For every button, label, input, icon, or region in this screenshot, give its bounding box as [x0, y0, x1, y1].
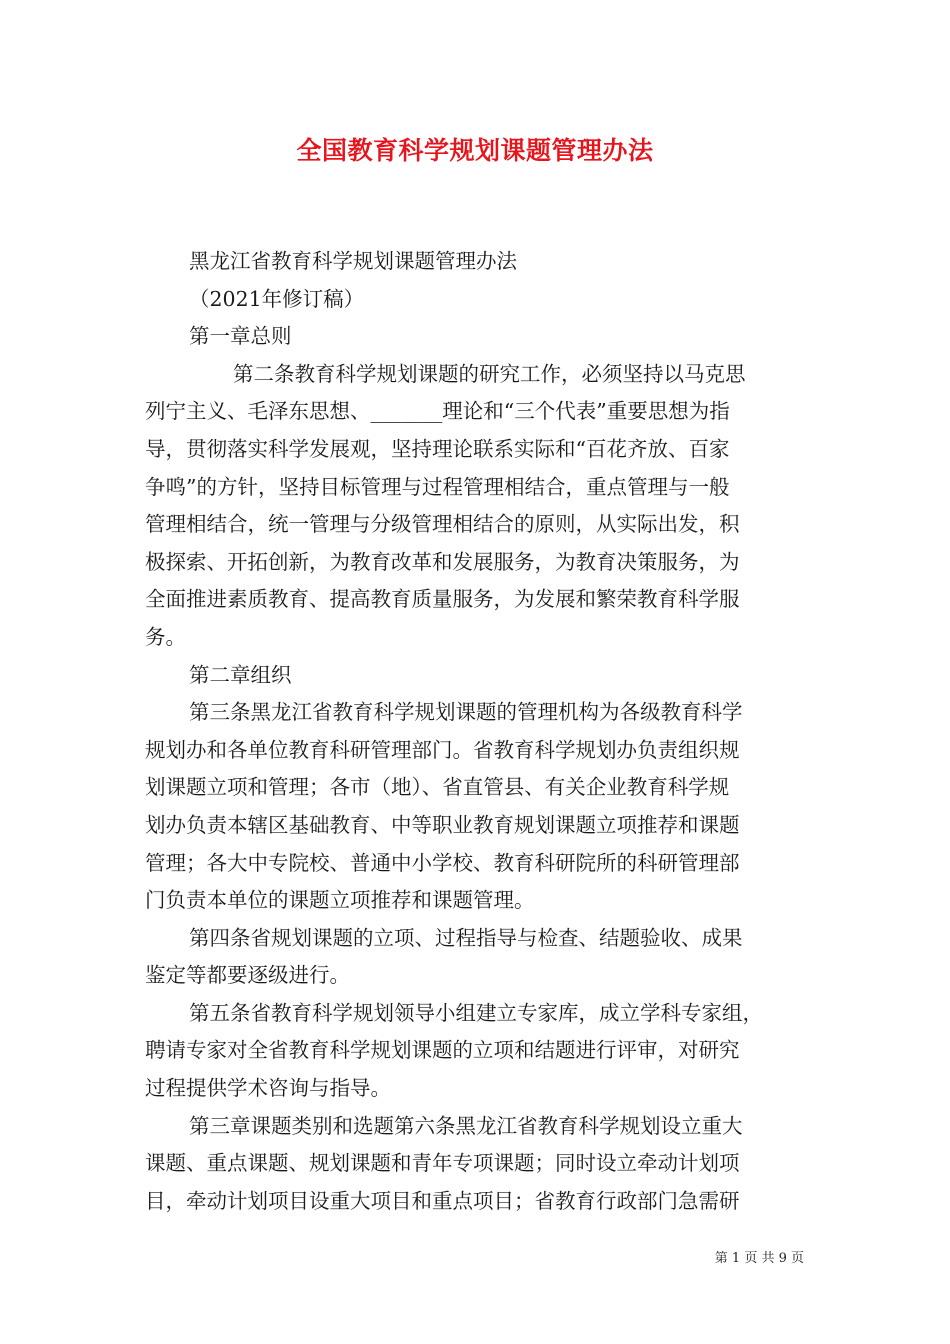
text-line: 第二条教育科学规划课题的研究工作，必须坚持以马克思 — [233, 361, 746, 386]
text-line: 第一章总则 — [189, 324, 292, 349]
document-title: 全国教育科学规划课题管理办法 — [296, 136, 654, 165]
text-line: 第二章组织 — [189, 662, 292, 687]
text-line: 管理相结合，统一管理与分级管理相结合的原则，从实际出发，积 — [145, 512, 740, 537]
text-line: 划办负责本辖区基础教育、中等职业教育规划课题立项推荐和课题 — [145, 812, 740, 837]
text-line: （2021年修订稿） — [189, 286, 365, 311]
document-body — [145, 243, 810, 1220]
text-line: 鉴定等都要逐级进行。 — [145, 963, 350, 988]
text-line: 规划办和各单位教育科研管理部门。省教育科学规划办负责组织规 — [145, 737, 740, 762]
text-line: 第三章课题类别和选题第六条黑龙江省教育科学规划设立重大 — [189, 1113, 743, 1138]
text-line: 第三条黑龙江省教育科学规划课题的管理机构为各级教育科学 — [189, 700, 743, 725]
text-line: 导，贯彻落实科学发展观，坚持理论联系实际和“百花齐放、百家 — [145, 436, 730, 461]
text-line: 划课题立项和管理；各市（地）、省直管县、有关企业教育科学规 — [145, 775, 730, 800]
text-line: 全面推进素质教育、提高教育质量服务，为发展和繁荣教育科学服 — [145, 587, 740, 612]
text-line: 第四条省规划课题的立项、过程指导与检查、结题验收、成果 — [189, 925, 743, 950]
text-line: 聘请专家对全省教育科学规划课题的立项和结题进行评审，对研究 — [145, 1038, 740, 1063]
text-line: 务。 — [145, 624, 186, 649]
text-line: 门负责本单位的课题立项推荐和课题管理。 — [145, 888, 535, 913]
page-footer: 第 1 页 共 9 页 — [714, 1251, 804, 1266]
text-line: 列宁主义、毛泽东思想、_______理论和“三个代表”重要思想为指 — [145, 399, 730, 424]
text-line: 课题、重点课题、规划课题和青年专项课题；同时设立牵动计划项 — [145, 1151, 740, 1176]
text-line: 极探索、开拓创新，为教育改革和发展服务，为教育决策服务，为 — [145, 549, 740, 574]
text-line: 黑龙江省教育科学规划课题管理办法 — [189, 249, 517, 273]
text-line: 过程提供学术咨询与指导。 — [145, 1076, 391, 1101]
text-line: 第五条省教育科学规划领导小组建立专家库，成立学科专家组， — [189, 1000, 763, 1025]
text-line: 目，牵动计划项目设重大项目和重点项目；省教育行政部门急需研 — [145, 1188, 740, 1213]
text-line: 争鸣”的方针，坚持目标管理与过程管理相结合，重点管理与一般 — [145, 474, 730, 499]
text-line: 管理；各大中专院校、普通中小学校、教育科研院所的科研管理部 — [145, 850, 740, 875]
